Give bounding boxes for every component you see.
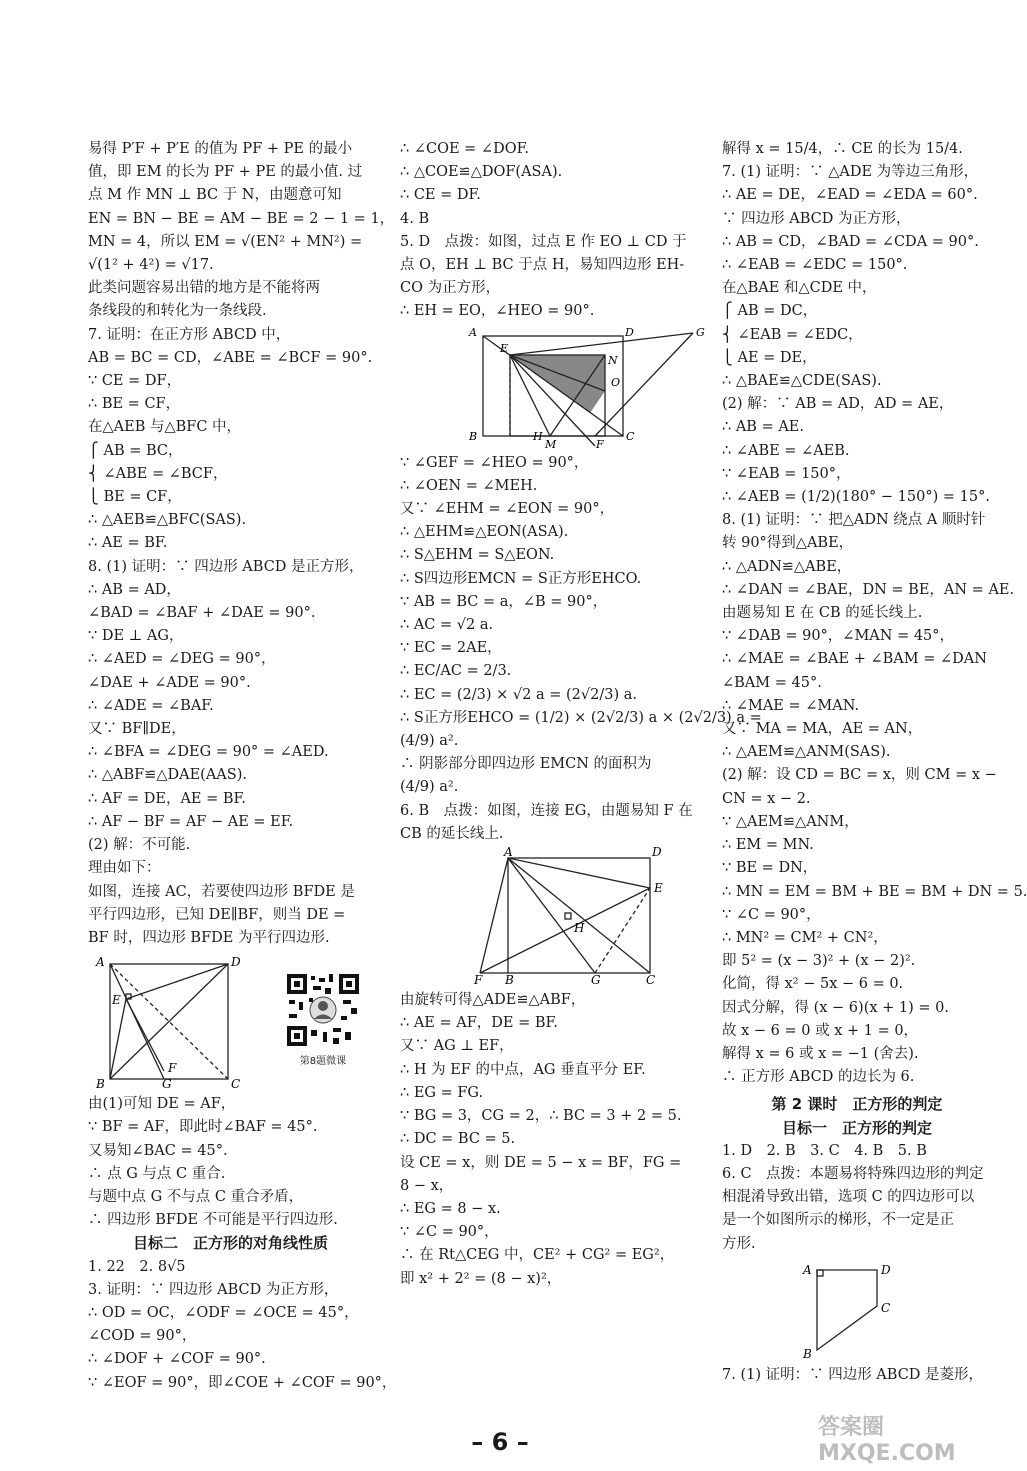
text-line: ∴ DC = BC = 5. [400, 1131, 516, 1148]
col2-text-block-3 [400, 989, 690, 1291]
text-line: 5. D 点拨：如图，过点 E 作 EO ⊥ CD 于 [400, 233, 687, 250]
text-line: 又∵ AG ⊥ EF， [400, 1038, 514, 1055]
text-line: ∴ EC = (2/3) × √2 a = (2√2/3) a. [400, 686, 637, 703]
text-line: 1. D 2. B 3. C 4. B 5. B [722, 1142, 927, 1159]
fig4-label: A [803, 1262, 812, 1277]
text-line: 解得 x = 15/4，∴ CE 的长为 15/4. [722, 141, 963, 157]
fig2-label: N [608, 353, 618, 367]
text-line: MN = 4，所以 EM = √(EN² + MN²) = [88, 233, 363, 250]
column-2 [400, 138, 762, 1291]
text-line: 此类问题容易出错的地方是不能将两 [88, 280, 320, 297]
text-line: 由题易知 E 在 CB 的延长线上. [722, 605, 923, 622]
text-line: 相混淆导致出错，选项 C 的四边形可以 [722, 1189, 975, 1206]
fig3-label: H [574, 921, 585, 936]
text-line: 6. B 点拨：如图，连接 EG，由题易知 F 在 [400, 802, 693, 819]
text-line: ∵ ∠C = 90°， [400, 1224, 499, 1241]
fig4-label: D [881, 1262, 891, 1277]
text-line: ∴ △EHM≌△EON(ASA). [400, 524, 569, 541]
text-line: 易得 P′F + P′E 的值为 PF + PE 的最小 [88, 141, 353, 157]
section-heading-target1: 目标一 正方形的判定 [781, 1118, 932, 1137]
lesson-heading: 第 2 课时 正方形的判定 [771, 1095, 943, 1114]
text-line: 值，即 EM 的长为 PF + PE 的最小值. 过 [88, 164, 363, 181]
fig2-label: O [611, 375, 621, 389]
text-line: EN = BN − BE = AM − BE = 2 − 1 = 1， [88, 210, 395, 227]
text-line: ∴ AE = DE，∠EAD = ∠EDA = 60°. [722, 187, 978, 204]
fig3-label: C [646, 973, 656, 988]
text-line: ∴ ∠EAB = ∠EDC = 150°. [722, 257, 908, 274]
text-line: ∴ ∠AEB = (1/2)(180° − 150°) = 15°. [722, 489, 990, 506]
text-line: ∴ 正方形 ABCD 的边长为 6. [722, 1069, 915, 1086]
text-line: √(1² + 4²) = √17. [88, 257, 214, 274]
fig1-label: A [96, 955, 105, 970]
text-line: 由(1)可知 DE = AF， [88, 1096, 236, 1113]
text-line: ∴ △ADN≌△ABE， [722, 558, 852, 575]
text-line: 点 O，EH ⊥ BC 于点 H，易知四边形 EH- [400, 257, 685, 274]
text-line: 化简，得 x² − 5x − 6 = 0. [722, 976, 904, 993]
text-line: ⎩ AE = DE， [722, 349, 817, 366]
text-line: ∠COD = 90°， [88, 1328, 197, 1345]
text-line: ∠DAE + ∠ADE = 90°. [88, 674, 251, 691]
fig1-label: C [231, 1077, 241, 1092]
text-line: ∴ S四边形EMCN = S正方形EHCO. [400, 570, 642, 587]
fig1-label: E [112, 993, 121, 1008]
fig1-label: F [168, 1061, 177, 1076]
text-line: ∴ △AEB≌△BFC(SAS). [88, 512, 247, 529]
text-line: 8. (1) 证明：∵ 四边形 ABCD 是正方形， [88, 558, 364, 575]
text-line: (2) 解：不可能. [88, 837, 191, 854]
text-line: ∴ △COE≌△DOF(ASA). [400, 164, 563, 181]
qr-code-image [285, 972, 361, 1048]
text-line: 由旋转可得△ADE≌△ABF， [400, 992, 586, 1009]
text-line: ⎧ AB = DC， [722, 303, 818, 320]
text-line: ∠BAD = ∠BAF + ∠DAE = 90°. [88, 605, 316, 622]
col2-text-block-2 [400, 452, 762, 846]
text-line: 平行四边形，已知 DE∥BF，则当 DE = [88, 906, 346, 923]
text-line: 又∵ BF∥DE， [88, 721, 186, 738]
text-line: ∴ ∠BFA = ∠DEG = 90° = ∠AED. [88, 744, 329, 761]
text-line: 与题中点 G 不与点 C 重合矛盾， [88, 1188, 304, 1205]
text-line: 又∵ MA = MA，AE = AN， [722, 721, 923, 738]
text-line: 理由如下： [88, 860, 161, 877]
text-line: 1. 22 2. 8√5 [88, 1258, 186, 1275]
text-line: 3. 证明：∵ 四边形 ABCD 为正方形， [88, 1281, 339, 1298]
text-line: ∴ ∠DAN = ∠BAE，DN = BE，AN = AE. [722, 581, 1015, 598]
text-line: ∵ ∠EOF = 90°，即∠COE + ∠COF = 90°， [88, 1374, 397, 1391]
text-line: 因式分解，得 (x − 6)(x + 1) = 0. [722, 999, 949, 1016]
text-line: 解得 x = 6 或 x = −1 (舍去). [722, 1045, 919, 1062]
text-line: ∴ ∠DOF + ∠COF = 90°. [88, 1351, 266, 1368]
text-line: 8. (1) 证明：∵ 把△ADN 绕点 A 顺时针 [722, 512, 986, 529]
text-line: ∵ AB = BC = a，∠B = 90°， [400, 593, 608, 610]
text-line: ∴ AF − BF = AF − AE = EF. [88, 813, 294, 830]
text-line: ∵ DE ⊥ AG， [88, 628, 184, 645]
text-line: 又易知∠BAC = 45°. [88, 1142, 228, 1159]
page-number: – 6 – [471, 1428, 529, 1456]
text-line: 即 x² + 2² = (8 − x)²， [400, 1270, 562, 1287]
text-line: ∴ EC/AC = 2/3. [400, 663, 512, 680]
figure-square-rotation [470, 845, 730, 988]
text-line: 8 − x， [400, 1177, 454, 1194]
text-line: ∴ ∠MAE = ∠MAN. [722, 697, 860, 714]
qr-code[interactable] [285, 972, 365, 1067]
text-line: ∵ ∠GEF = ∠HEO = 90°， [400, 454, 589, 471]
text-line: (2) 解：设 CD = BC = x，则 CM = x − [722, 767, 997, 784]
text-line: ∴ EH = EO，∠HEO = 90°. [400, 303, 595, 320]
text-line: ∴ 在 Rt△CEG 中，CE² + CG² = EG²， [400, 1247, 675, 1264]
col3-text-block [722, 138, 1027, 1089]
col2-text-block [400, 138, 690, 324]
figure-trapezoid [787, 1260, 927, 1360]
text-line: 如图，连接 AC，若要使四边形 BFDE 是 [88, 883, 355, 900]
text-line: ∴ OD = OC，∠ODF = ∠OCE = 45°， [88, 1304, 359, 1321]
text-line: 在△BAE 和△CDE 中， [722, 280, 877, 297]
text-line: ⎧ AB = BC， [88, 442, 183, 459]
text-line: 方形. [722, 1235, 756, 1252]
text-line: ∴ △BAE≌△CDE(SAS). [722, 373, 882, 390]
text-line: ∴ H 为 EF 的中点，AG 垂直平分 EF. [400, 1061, 646, 1078]
text-line: ∴ S正方形EHCO = (1/2) × (2√2/3) a × (2√2/3) a = [400, 709, 762, 726]
text-line: ∴ △ABF≌△DAE(AAS). [88, 767, 247, 784]
fig1-label: D [231, 955, 241, 970]
text-line: ⎨ ∠ABE = ∠BCF， [88, 465, 228, 482]
text-line: 在△AEB 与△BFC 中， [88, 419, 242, 436]
text-line: 设 CE = x，则 DE = 5 − x = BF，FG = [400, 1154, 682, 1171]
text-line: ∠BAM = 45°. [722, 674, 822, 691]
text-line: ∵ CE = DF， [88, 373, 182, 390]
fig2-label: H [533, 429, 543, 443]
text-line: 转 90°得到△ABE， [722, 535, 854, 552]
text-line: ∵ ∠DAB = 90°，∠MAN = 45°， [722, 628, 955, 645]
fig2-label: E [500, 341, 509, 355]
text-line: 故 x − 6 = 0 或 x + 1 = 0， [722, 1022, 919, 1039]
text-line: ∴ EG = FG. [400, 1084, 484, 1101]
text-line: AB = BC = CD，∠ABE = ∠BCF = 90°. [88, 349, 373, 366]
fig2-label: A [469, 325, 477, 339]
text-line: ∵ ∠C = 90°， [722, 906, 821, 923]
fig1-label: G [162, 1077, 172, 1092]
text-line: 即 5² = (x − 3)² + (x − 2)². [722, 953, 916, 970]
text-line: CO 为正方形， [400, 280, 501, 297]
col1-text-block-2 [88, 1093, 373, 1232]
text-line: ∴ AE = AF，DE = BF. [400, 1015, 558, 1032]
text-line: ∴ BE = CF， [88, 396, 181, 413]
col3-text-block-3 [722, 1364, 992, 1387]
section-heading-target2: 目标二 正方形的对角线性质 [132, 1234, 328, 1253]
text-line: ⎩ BE = CF， [88, 489, 182, 506]
figure-square-bfde [88, 954, 248, 1092]
text-line: ∵ 四边形 ABCD 为正方形， [722, 210, 911, 227]
figure-square-ehco [465, 325, 725, 451]
fig3-label: A [504, 845, 513, 860]
column-1 [88, 138, 397, 1395]
text-line: 7. 证明：在正方形 ABCD 中， [88, 326, 291, 343]
text-line: ∴ 阴影部分即四边形 EMCN 的面积为 [400, 756, 652, 773]
fig2-label: B [469, 429, 478, 443]
fig3-label: G [591, 973, 601, 988]
text-line: ∴ ∠MAE = ∠BAE + ∠BAM = ∠DAN [722, 651, 987, 668]
fig3-label: E [654, 881, 663, 896]
text-line: 条线段的和转化为一条线段. [88, 303, 267, 320]
text-line: ∴ ∠COE = ∠DOF. [400, 141, 529, 157]
text-line: BF 时，四边形 BFDE 为平行四边形. [88, 929, 330, 946]
text-line: ∵ ∠EAB = 150°， [722, 465, 851, 482]
text-line: ∴ AE = BF. [88, 535, 168, 552]
fig4-label: B [803, 1346, 812, 1361]
qr-caption: 第8题微课 [299, 1056, 347, 1067]
text-line: ∴ MN = EM = BM + BE = BM + DN = 5. [722, 883, 1027, 900]
text-line: ∴ ∠AED = ∠DEG = 90°， [88, 651, 276, 668]
fig4-label: C [881, 1300, 891, 1315]
text-line: ∴ CE = DF. [400, 187, 481, 204]
text-line: ∴ 点 G 与点 C 重合. [88, 1165, 226, 1182]
text-line: ∴ ∠OEN = ∠MEH. [400, 477, 538, 494]
fig1-label: B [96, 1077, 105, 1092]
fig2-label: M [545, 437, 557, 451]
text-line: ∴ 四边形 BFDE 不可能是平行四边形. [88, 1212, 338, 1229]
fig2-label: D [625, 325, 634, 339]
text-line: (4/9) a². [400, 779, 459, 796]
text-line: ∴ AB = AE. [722, 419, 804, 436]
text-line: ∴ ∠ADE = ∠BAF. [88, 697, 214, 714]
text-line: CN = x − 2. [722, 790, 811, 807]
text-line: 是一个如图所示的梯形，不一定是正 [722, 1212, 954, 1229]
text-line: ∵ BF = AF，即此时∠BAF = 45°. [88, 1119, 318, 1136]
text-line: (2) 解：∵ AB = AD，AD = AE， [722, 396, 954, 413]
text-line: ∴ EG = 8 − x. [400, 1200, 501, 1217]
text-line: CB 的延长线上. [400, 825, 504, 842]
fig2-label: F [596, 437, 604, 451]
text-line: ∴ AC = √2 a. [400, 617, 494, 634]
col1-text-block-3 [88, 1256, 397, 1395]
col3-text-block-2 [722, 1140, 992, 1256]
fig2-label: G [696, 325, 705, 339]
text-line: ∴ △AEM≌△ANM(SAS). [722, 744, 891, 761]
text-line: ∵ BG = 3，CG = 2，∴ BC = 3 + 2 = 5. [400, 1108, 682, 1125]
text-line: 7. (1) 证明：∵ 四边形 ABCD 是菱形， [722, 1366, 984, 1383]
col1-text-block [88, 138, 395, 950]
text-line: 点 M 作 MN ⊥ BC 于 N，由题意可知 [88, 187, 342, 204]
fig3-label: F [474, 973, 483, 988]
watermark: 答案圈 MXQE.COM [818, 1415, 956, 1466]
text-line: 6. C 点拨：本题易将特殊四边形的判定 [722, 1165, 984, 1182]
column-3 [722, 138, 1027, 1387]
text-line: 4. B [400, 210, 430, 227]
fig3-label: D [652, 845, 662, 860]
fig3-label: B [505, 973, 514, 988]
text-line: ∴ S△EHM = S△EON. [400, 547, 555, 564]
text-line: 又∵ ∠EHM = ∠EON = 90°， [400, 501, 615, 518]
text-line: ∴ ∠ABE = ∠AEB. [722, 442, 850, 459]
text-line: ∴ AF = DE，AE = BF. [88, 790, 246, 807]
text-line: ∴ EM = MN. [722, 837, 814, 854]
text-line: ∵ BE = DN， [722, 860, 818, 877]
fig2-label: C [626, 429, 635, 443]
text-line: ∵ △AEM≌△ANM， [722, 813, 859, 830]
text-line: ∴ AB = CD，∠BAD = ∠CDA = 90°. [722, 233, 979, 250]
text-line: ∴ AB = AD， [88, 581, 181, 598]
text-line: ∴ MN² = CM² + CN²， [722, 929, 888, 946]
text-line: (4/9) a². [400, 733, 459, 750]
text-line: ⎨ ∠EAB = ∠EDC， [722, 326, 863, 343]
text-line: ∵ EC = 2AE， [400, 640, 502, 657]
text-line: 7. (1) 证明：∵ △ADE 为等边三角形， [722, 164, 979, 181]
